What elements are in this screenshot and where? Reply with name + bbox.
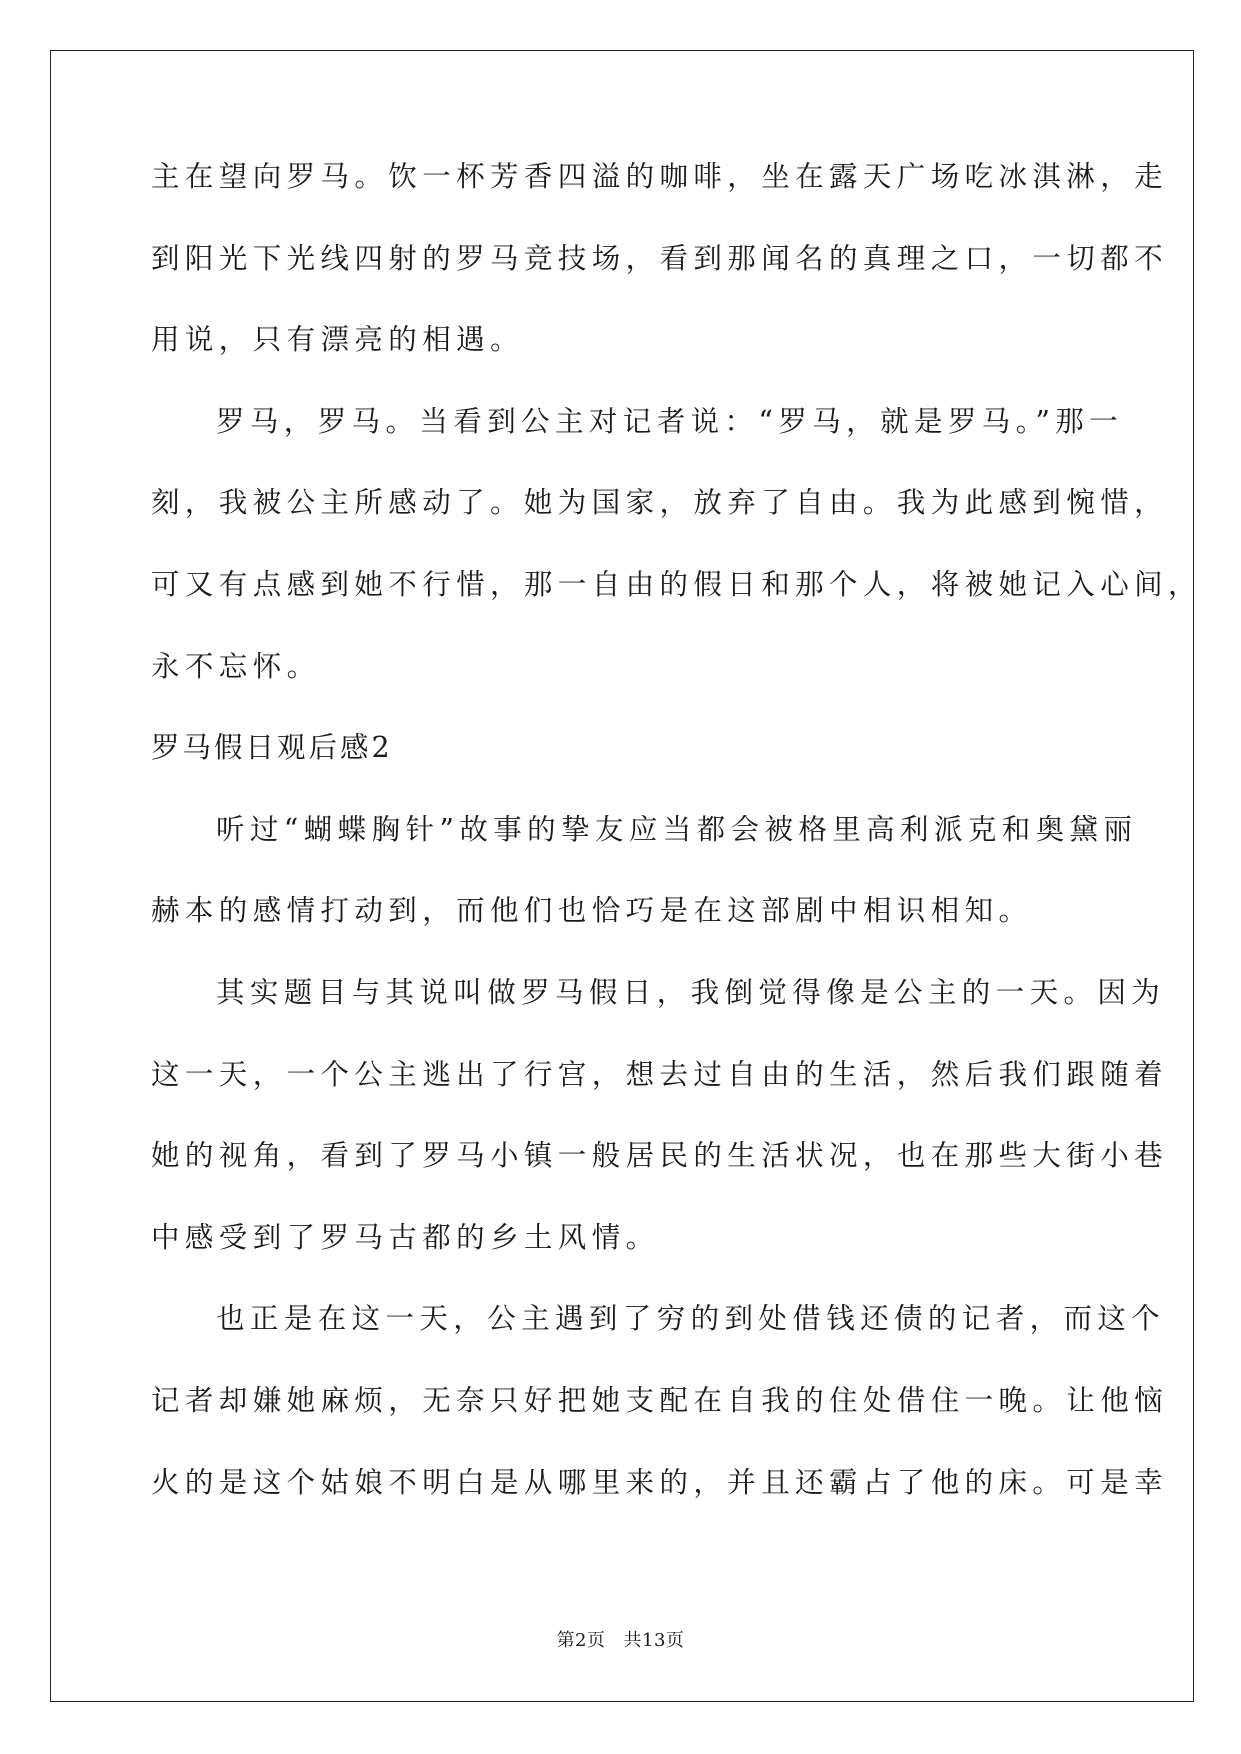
section-heading: 罗马假日观后感2 — [151, 731, 393, 765]
text-line: 也正是在这一天，公主遇到了穷的到处借钱还债的记者，而这个 — [216, 1302, 1166, 1336]
page-number: 第2页 — [556, 1630, 606, 1651]
text-line: 中感受到了罗马古都的乡土风情。 — [151, 1220, 660, 1254]
text-line: 到阳光下光线四射的罗马竞技场，看到那闻名的真理之口，一切都不 — [151, 241, 1169, 275]
text-line: 听过“蝴蝶胸针”故事的挚友应当都会被格里高利派克和奥黛丽 — [216, 812, 1138, 846]
text-line: 罗马，罗马。当看到公主对记者说：“罗马，就是罗马。”那一 — [216, 404, 1124, 438]
text-line: 永不忘怀。 — [151, 649, 321, 683]
page-total: 共13页 — [623, 1630, 685, 1651]
text-line: 记者却嫌她麻烦，无奈只好把她支配在自我的住处借住一晚。让他恼 — [151, 1383, 1169, 1417]
text-line: 她的视角，看到了罗马小镇一般居民的生活状况，也在那些大街小巷 — [151, 1139, 1169, 1173]
text-line: 主在望向罗马。饮一杯芳香四溢的咖啡，坐在露天广场吃冰淇淋，走 — [151, 160, 1169, 193]
document-body — [151, 160, 1202, 1547]
text-line: 刻，我被公主所感动了。她为国家，放弃了自由。我为此感到惋惜， — [151, 486, 1169, 520]
text-line: 赫本的感情打动到，而他们也恰巧是在这部剧中相识相知。 — [151, 894, 1033, 928]
text-line: 其实题目与其说叫做罗马假日，我倒觉得像是公主的一天。因为 — [216, 975, 1166, 1009]
text-line: 用说，只有漂亮的相遇。 — [151, 323, 524, 357]
text-line: 可又有点感到她不行惜，那一自由的假日和那个人，将被她记入心间， — [151, 567, 1202, 601]
page-footer — [0, 1626, 1241, 1652]
text-line: 火的是这个姑娘不明白是从哪里来的，并且还霸占了他的床。可是幸 — [151, 1465, 1169, 1499]
text-line: 这一天，一个公主逃出了行宫，想去过自由的生活，然后我们跟随着 — [151, 1057, 1169, 1091]
